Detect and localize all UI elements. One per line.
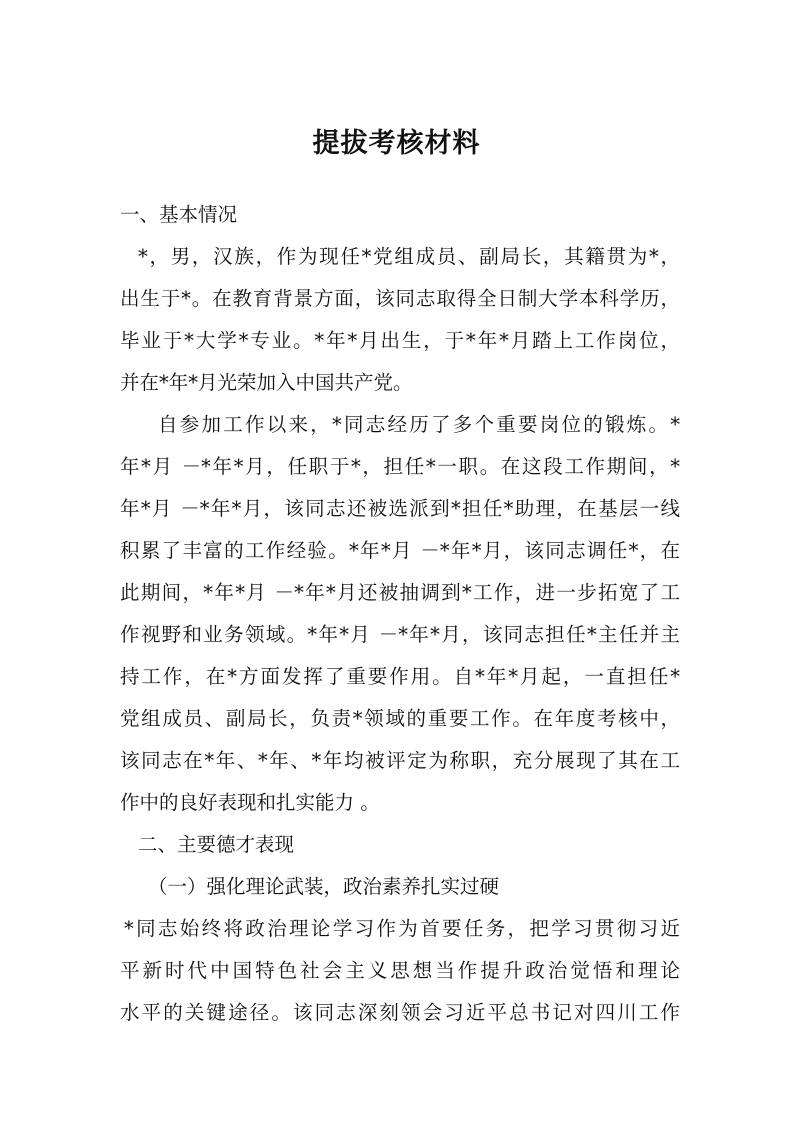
document-body [120,194,680,1034]
paragraph-line: 此期间，*年*月 －*年*月还被抽调到*工作，进一步拓宽了工 [120,581,680,604]
paragraph-line: 毕业于*大学*专业。*年*月出生，于*年*月踏上工作岗位， [120,329,680,352]
paragraph-line: 自参加工作以来，*同志经历了多个重要岗位的锻炼。* [158,413,680,436]
paragraph-line: 并在*年*月光荣加入中国共产党。 [120,371,413,394]
paragraph-line: 出生于*。在教育背景方面，该同志取得全日制大学本科学历， [120,287,680,310]
document-title: 提拔考核材料 [312,128,481,159]
paragraph-line: 水平的关键途径。该同志深刻领会习近平总书记对四川工作 [120,1001,680,1024]
paragraph-line: 党组成员、副局长，负责*领域的重要工作。在年度考核中， [120,707,680,730]
paragraph-line: 作中的良好表现和扎实能力 。 [120,791,380,814]
paragraph-line: 该同志在*年、*年、*年均被评定为称职，充分展现了其在工 [120,749,680,772]
paragraph-line: 年*月 －*年*月，任职于*，担任*一职。在这段工作期间，* [120,455,680,478]
paragraph-line: *，男，汉族，作为现任*党组成员、副局长，其籍贯为*， [138,245,680,268]
paragraph-line: 持工作，在*方面发挥了重要作用。自*年*月起，一直担任* [120,665,680,688]
paragraph-line: 平新时代中国特色社会主义思想当作提升政治觉悟和理论 [120,959,680,982]
section-heading-main-performance: 二、主要德才表现 [138,833,295,856]
paragraph-line: 积累了丰富的工作经验。*年*月 －*年*月，该同志调任*，在 [120,539,680,562]
subsection-heading: （一）强化理论武装，政治素养扎实过硬 [148,875,500,898]
section-heading-basic-info: 一、基本情况 [120,203,238,226]
paragraph-line: *同志始终将政治理论学习作为首要任务，把学习贯彻习近 [124,917,680,940]
paragraph-line: 年*月 －*年*月，该同志还被选派到*担任*助理，在基层一线 [120,497,680,520]
paragraph-line: 作视野和业务领域。*年*月 －*年*月，该同志担任*主任并主 [120,623,680,646]
